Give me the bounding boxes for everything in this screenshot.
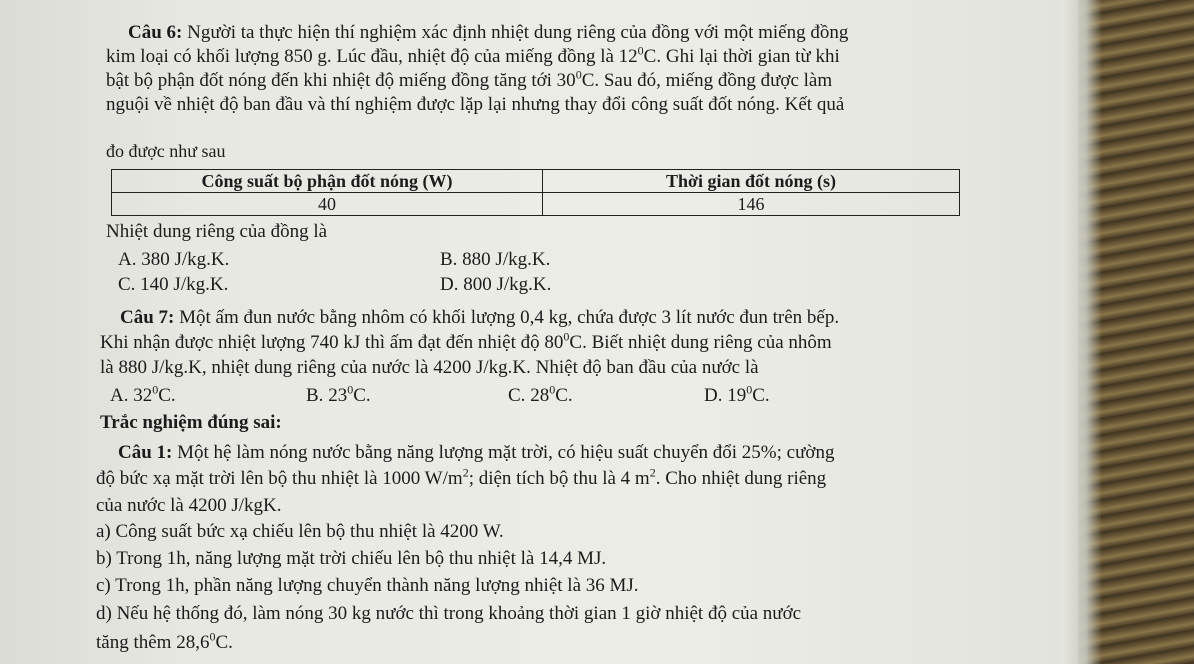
q6-line4: nguội về nhiệt độ ban đầu và thí nghiệm được lặp lại nhưng thay đổi công suất đốt nóng. Kết quả	[106, 94, 845, 115]
q1-statement-a: a) Công suất bức xạ chiếu lên bộ thu nhiệt là 4200 W.	[96, 521, 504, 542]
q1-line1: Câu 1: Một hệ làm nóng nước bằng năng lượng mặt trời, có hiệu suất chuyển đổi 25%; cường	[118, 442, 835, 463]
table-cell: 40	[112, 193, 543, 216]
q7-option-b: B. $23^0C$.	[306, 382, 371, 406]
q7-line3: là 880 J/kg.K, nhiệt dung riêng của nước là 4200 J/kg.K. Nhiệt độ ban đầu của nước là	[100, 357, 759, 378]
table-header-cell: Công suất bộ phận đốt nóng (W)	[112, 170, 543, 193]
q6-option-b: B. 880 J/kg.K.	[440, 249, 551, 270]
q6-question: Nhiệt dung riêng của đồng là	[106, 221, 328, 242]
q1-statement-d: d) Nếu hệ thống đó, làm nóng 30 kg nước thì trong khoảng thời gian 1 giờ nhiệt độ của nước	[96, 603, 802, 624]
table-header-cell: Thời gian đốt nóng (s)	[543, 170, 960, 193]
table-row	[112, 193, 960, 216]
table-cell: 146	[543, 193, 960, 216]
q1-statement-d-cont: tăng thêm 28,6$^0$C.	[96, 629, 233, 653]
q7-option-d: D. $19^0C$.	[704, 382, 770, 406]
q6-line5: đo được như sau	[106, 141, 226, 161]
q6-line1: Câu 6: Người ta thực hiện thí nghiệm xác định nhiệt dung riêng của đồng với một miếng đồng	[128, 22, 849, 43]
q6-option-c: C. 140 J/kg.K.	[118, 274, 229, 295]
q6-data-table	[111, 169, 960, 216]
q6-option-a: A. 380 J/kg.K.	[118, 249, 230, 270]
q6-line2: kim loại có khối lượng 850 g. Lúc đầu, nhiệt độ của miếng đồng là $12^0C$. Ghi lại thời gian từ khi	[106, 43, 840, 67]
q7-line1: Câu 7: Một ấm đun nước bằng nhôm có khối lượng 0,4 kg, chứa được 3 lít nước đun trên bếp.	[120, 307, 840, 328]
page-edge-shadow	[1062, 0, 1102, 664]
q1-statement-c: c) Trong 1h, phần năng lượng chuyển thành năng lượng nhiệt là 36 MJ.	[96, 575, 639, 596]
table-header-row	[112, 170, 960, 193]
q6-line3: bật bộ phận đốt nóng đến khi nhiệt độ miếng đồng tăng tới $30^0C$. Sau đó, miếng đồng được làm	[106, 67, 833, 91]
q1-statement-b: b) Trong 1h, năng lượng mặt trời chiếu lên bộ thu nhiệt là 14,4 MJ.	[96, 548, 607, 569]
q1-label: Câu 1:	[118, 442, 173, 463]
q7-option-c: C. $28^0C$.	[508, 382, 573, 406]
q1-line2: độ bức xạ mặt trời lên bộ thu nhiệt là 1000 $W/m^2$; diện tích bộ thu là 4 $m^2$. Cho nhiệt dung riêng	[96, 465, 827, 489]
section-title: Trắc nghiệm đúng sai:	[100, 412, 282, 433]
q7-option-a: A. $32^0C$.	[110, 382, 176, 406]
q1-line3: của nước là 4200 J/kgK.	[96, 495, 282, 516]
q7-label: Câu 7:	[120, 307, 175, 328]
q7-line2: Khi nhận được nhiệt lượng 740 kJ thì ấm đạt đến nhiệt độ $80^0C$. Biết nhiệt dung riêng của nhôm	[100, 329, 832, 353]
q6-option-d: D. 800 J/kg.K.	[440, 274, 552, 295]
q6-label: Câu 6:	[128, 22, 183, 43]
